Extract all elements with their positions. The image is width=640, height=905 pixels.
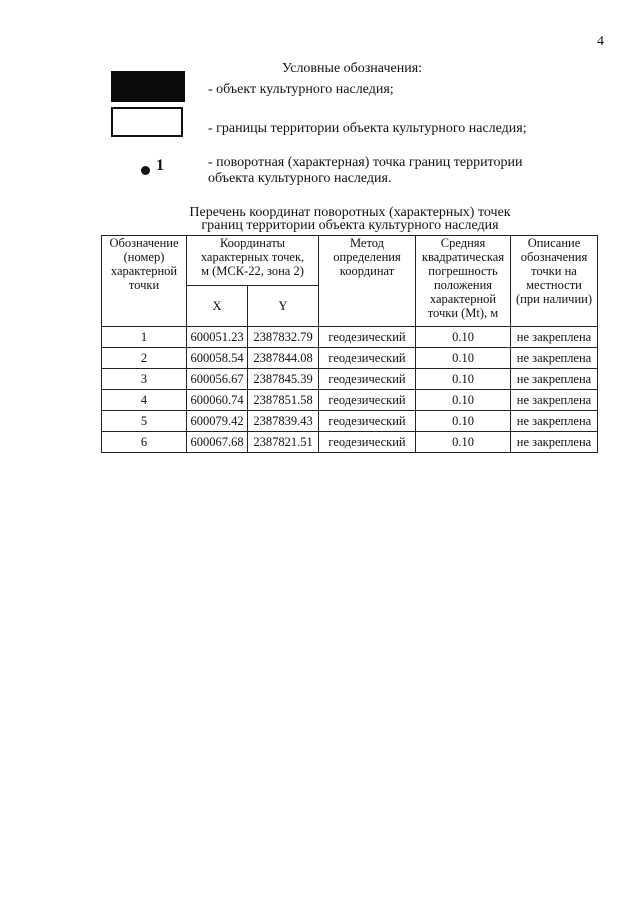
header-line: точки (Mt), м <box>427 306 499 320</box>
cell-x: 600051.23 <box>187 327 248 348</box>
cell-error: 0.10 <box>416 327 511 348</box>
legend-title: Условные обозначения: <box>282 61 423 76</box>
cell-error: 0.10 <box>416 369 511 390</box>
table-row <box>102 348 598 369</box>
cell-desc: не закреплена <box>511 327 598 348</box>
cell-x: 600058.54 <box>187 348 248 369</box>
cell-error: 0.10 <box>416 390 511 411</box>
header-line: (номер) <box>123 250 165 264</box>
cell-desc: не закреплена <box>511 348 598 369</box>
cell-y: 2387851.58 <box>248 390 319 411</box>
header-method <box>319 236 416 327</box>
header-description <box>511 236 598 327</box>
cell-num: 6 <box>102 432 187 453</box>
cell-x: 600060.74 <box>187 390 248 411</box>
table-title-line2: границ территории объекта культурного наследия <box>201 218 499 233</box>
cell-desc: не закреплена <box>511 390 598 411</box>
cell-x: 600067.68 <box>187 432 248 453</box>
header-line: определения <box>333 250 401 264</box>
header-line: погрешность <box>428 264 498 278</box>
page-number: 4 <box>597 34 604 49</box>
cell-method: геодезический <box>319 411 416 432</box>
cell-error: 0.10 <box>416 432 511 453</box>
header-line: координат <box>339 264 395 278</box>
header-line: характерных точек, <box>200 250 305 264</box>
turning-point-label-line1: - поворотная (характерная) точка границ территории <box>208 155 523 170</box>
table-row <box>102 369 598 390</box>
header-line: Метод <box>349 236 385 250</box>
cell-error: 0.10 <box>416 348 511 369</box>
header-error <box>416 236 511 327</box>
table-row <box>102 432 598 453</box>
cell-y: 2387845.39 <box>248 369 319 390</box>
territory-border-label: - границы территории объекта культурного наследия; <box>208 121 527 136</box>
header-line: м (МСК-22, зона 2) <box>201 264 304 278</box>
cell-num: 2 <box>102 348 187 369</box>
header-line: характерной <box>429 292 497 306</box>
territory-border-swatch <box>111 107 183 137</box>
cell-num: 5 <box>102 411 187 432</box>
header-line: (при наличии) <box>515 292 593 306</box>
table-row <box>102 327 598 348</box>
header-line: Обозначение <box>109 236 179 250</box>
cell-desc: не закреплена <box>511 369 598 390</box>
cell-method: геодезический <box>319 432 416 453</box>
turning-point-label-line2: объекта культурного наследия. <box>208 171 392 186</box>
header-coordinates <box>187 236 319 286</box>
heritage-object-swatch <box>111 71 185 102</box>
cell-desc: не закреплена <box>511 411 598 432</box>
header-line: характерной <box>110 264 178 278</box>
header-line: местности <box>526 278 582 292</box>
turning-point-marker-number: 1 <box>156 157 164 174</box>
turning-point-label <box>208 155 568 187</box>
cell-method: геодезический <box>319 390 416 411</box>
cell-method: геодезический <box>319 348 416 369</box>
header-line: положения <box>433 278 493 292</box>
cell-y: 2387832.79 <box>248 327 319 348</box>
cell-desc: не закреплена <box>511 432 598 453</box>
header-x: X <box>187 285 248 326</box>
table-row <box>102 411 598 432</box>
header-line: Средняя <box>440 236 486 250</box>
cell-method: геодезический <box>319 327 416 348</box>
header-line: точки <box>128 278 160 292</box>
header-line: Координаты <box>219 236 286 250</box>
header-line: точки на <box>531 264 577 278</box>
header-line: обозначения <box>520 250 588 264</box>
header-designation <box>102 236 187 327</box>
header-y: Y <box>248 285 319 326</box>
header-line: Описание <box>527 236 581 250</box>
header-line: квадратическая <box>421 250 505 264</box>
table-title-line1: Перечень координат поворотных (характерных) точек <box>189 205 511 220</box>
cell-num: 1 <box>102 327 187 348</box>
table-title <box>150 206 550 232</box>
cell-x: 600056.67 <box>187 369 248 390</box>
cell-y: 2387839.43 <box>248 411 319 432</box>
cell-x: 600079.42 <box>187 411 248 432</box>
table-header-row <box>102 236 598 286</box>
cell-num: 3 <box>102 369 187 390</box>
heritage-object-label: - объект культурного наследия; <box>208 82 394 97</box>
table-row <box>102 390 598 411</box>
cell-y: 2387821.51 <box>248 432 319 453</box>
coordinates-table <box>101 235 598 453</box>
cell-method: геодезический <box>319 369 416 390</box>
turning-point-dot-icon <box>141 166 150 175</box>
cell-num: 4 <box>102 390 187 411</box>
cell-y: 2387844.08 <box>248 348 319 369</box>
cell-error: 0.10 <box>416 411 511 432</box>
